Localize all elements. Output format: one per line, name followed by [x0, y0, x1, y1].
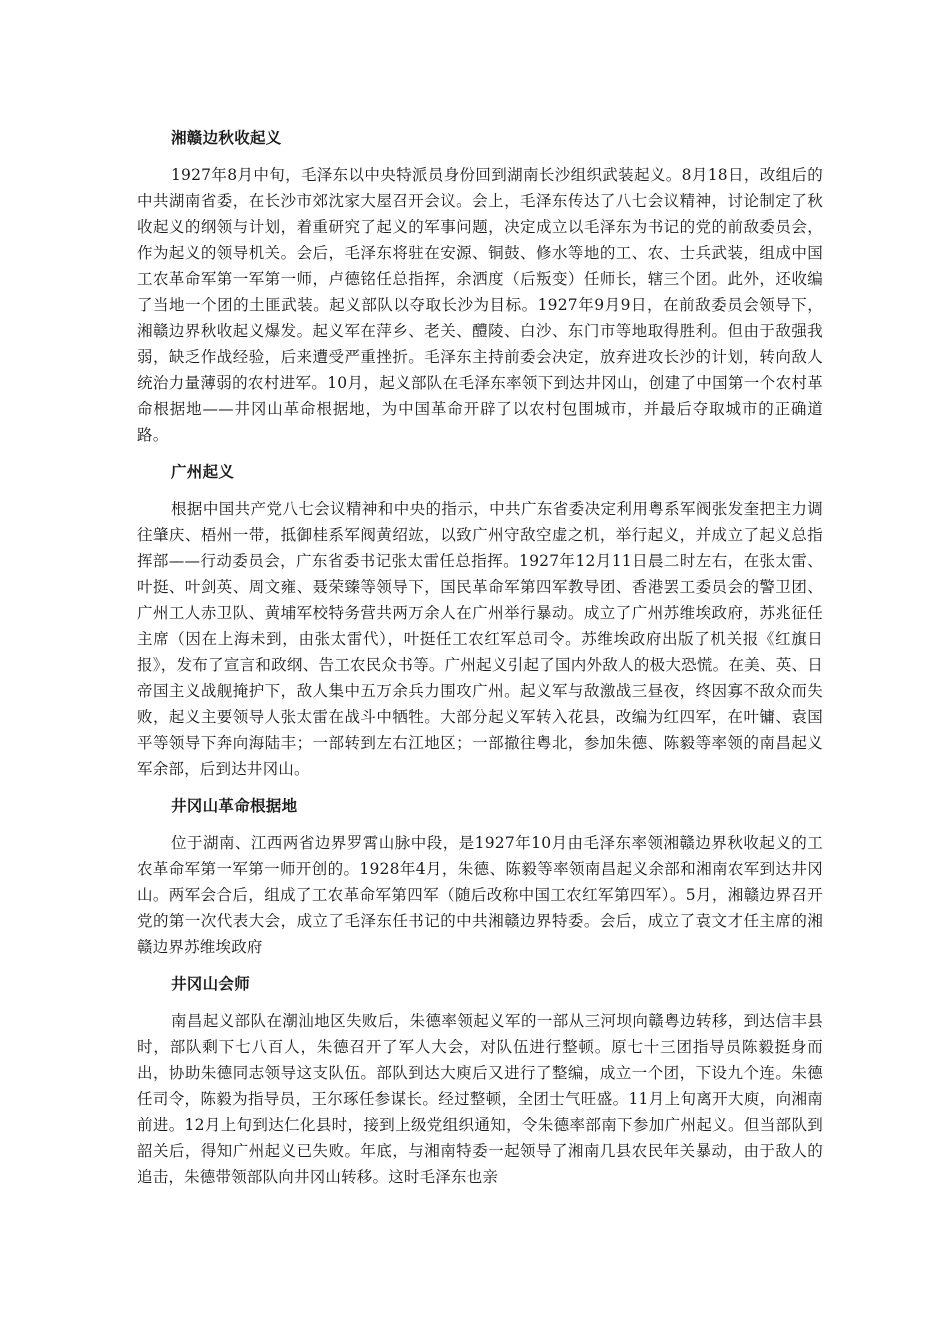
section-heading: 广州起义 — [171, 463, 235, 481]
section-paragraph: 根据中国共产党八七会议精神和中央的指示，中共广东省委决定利用粤系军阀张发奎把主力调往肇庆、梧州一带，抵御桂系军阀黄绍竑，以致广州守敌空虚之机，举行起义，并成立了起义总指挥部——行动委员会，广东省委书记张太雷任总指挥。1927年12月11日晨二时左右，在张太雷、叶挺、叶剑英、周文雍、聂荣臻等领导下，国民革命军第四军教导团、香港罢工委员会的警卫团、广州工人赤卫队、黄埔军校特务营共两万余人在广州举行暴动。成立了广州苏维埃政府，苏兆征任主席（因在上海未到，由张太雷代），叶挺任工农红军总司令。苏维埃政府出版了机关报《红旗日报》，发布了宣言和政纲、告工农民众书等。广州起义引起了国内外敌人的极大恐慌。在美、英、日帝国主义战舰掩护下，敌人集中五万余兵力围攻广州。起义军与敌激战三昼夜，终因寡不敌众而失败，起义主要领导人张太雷在战斗中牺牲。大部分起义军转入花县，改编为红四军，在叶镛、袁国平等领导下奔向海陆丰；一部转到左右江地区；一部撤往粤北，参加朱德、陈毅等率领的南昌起义军余部，后到达井冈山。 — [137, 500, 823, 778]
section-paragraph: 位于湖南、江西两省边界罗霄山脉中段，是1927年10月由毛泽东率领湘赣边界秋收起义的工农革命军第一军第一师开创的。1928年4月，朱德、陈毅等率领南昌起义余部和湘南农军到达井冈山。两军会合后，组成了工农革命军第四军（随后改称中国工农红军第四军）。5月，湘赣边界召开党的第一次代表大会，成立了毛泽东任书记的中共湘赣边界特委。会后，成立了袁文才任主席的湘赣边界苏维埃政府 — [137, 834, 823, 956]
section-heading: 湘赣边秋收起义 — [171, 129, 282, 147]
document-page — [137, 118, 823, 1204]
section-paragraph: 1927年8月中旬，毛泽东以中央特派员身份回到湖南长沙组织武装起义。8月18日，改组后的中共湖南省委，在长沙市郊沈家大屋召开会议。会上，毛泽东传达了八七会议精神，讨论制定了秋收起义的纲领与计划，着重研究了起义的军事问题，决定成立以毛泽东为书记的党的前敌委员会，作为起义的领导机关。会后，毛泽东将驻在安源、铜鼓、修水等地的工、农、士兵武装，组成中国工农革命军第一军第一师，卢德铭任总指挥，余洒度（后叛变）任师长，辖三个团。此外，还收编了当地一个团的土匪武装。起义部队以夺取长沙为目标。1927年9月9日，在前敌委员会领导下，湘赣边界秋收起义爆发。起义军在萍乡、老关、醴陵、白沙、东门市等地取得胜利。但由于敌强我弱，缺乏作战经验，后来遭受严重挫折。毛泽东主持前委会决定，放弃进攻长沙的计划，转向敌人统治力量薄弱的农村进军。10月，起义部队在毛泽东率领下到达井冈山，创建了中国第一个农村革命根据地——井冈山革命根据地，为中国革命开辟了以农村包围城市，并最后夺取城市的正确道路。 — [137, 166, 823, 444]
section-jinggangshan-base — [137, 796, 823, 960]
section-autumn-harvest-uprising — [137, 128, 823, 448]
section-heading: 井冈山革命根据地 — [171, 797, 298, 815]
section-jinggangshan-meeting — [137, 974, 823, 1190]
section-heading: 井冈山会师 — [171, 975, 251, 993]
section-guangzhou-uprising — [137, 462, 823, 782]
section-paragraph: 南昌起义部队在潮汕地区失败后，朱德率领起义军的一部从三河坝向赣粤边转移，到达信丰县时，部队剩下七八百人，朱德召开了军人大会，对队伍进行整顿。原七十三团指导员陈毅挺身而出，协助朱德同志领导这支队伍。部队到达大庾后又进行了整编，成立一个团，下设九个连。朱德任司令，陈毅为指导员，王尔琢任参谋长。经过整顿，全团士气旺盛。11月上旬离开大庾，向湘南前进。12月上旬到达仁化县时，接到上级党组织通知，令朱德率部南下参加广州起义。但当部队到韶关后，得知广州起义已失败。年底，与湘南特委一起领导了湘南几县农民年关暴动，由于敌人的追击，朱德带领部队向井冈山转移。这时毛泽东也亲 — [137, 1012, 823, 1186]
